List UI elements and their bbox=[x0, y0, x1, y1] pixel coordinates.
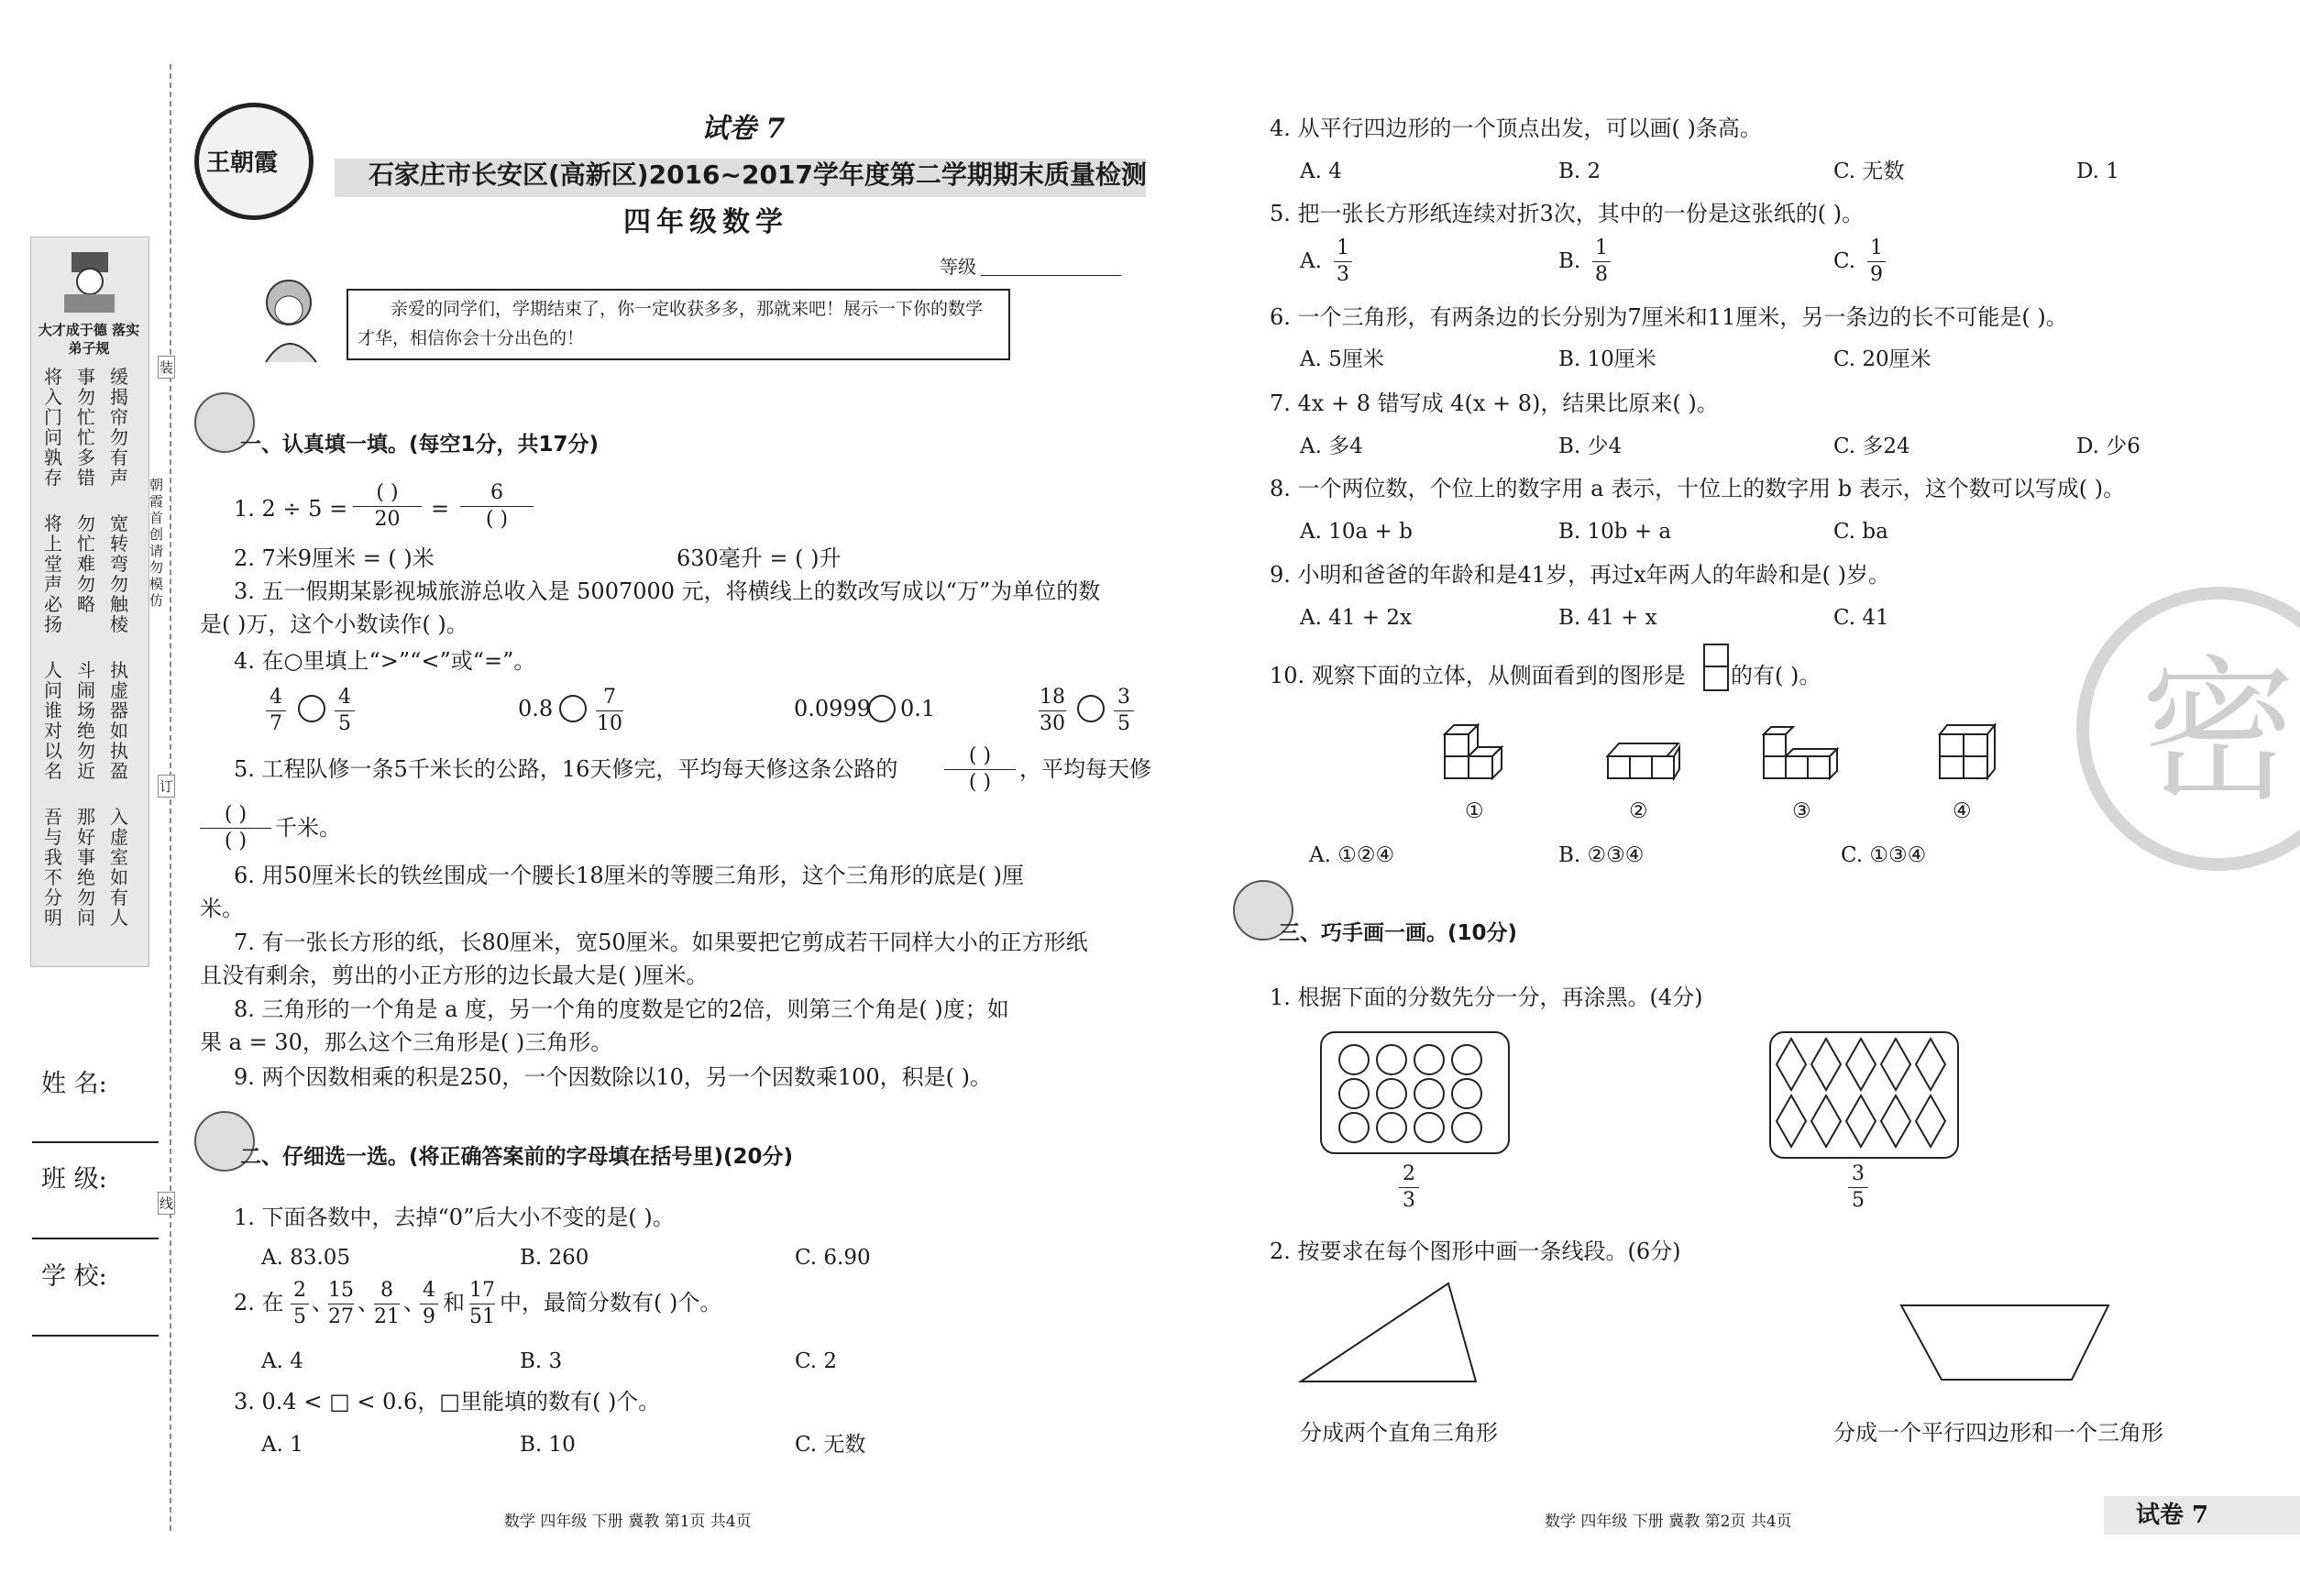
sidebar-column: 斗闹场绝勿近 bbox=[77, 659, 95, 782]
cube-figure-4 bbox=[1934, 720, 2003, 787]
cube-label-4: ④ bbox=[1953, 799, 1972, 823]
q1-3a: 3. 五一假期某影视城旅游总收入是 5007000 元，将横线上的数改写成以“万”为单位的数 bbox=[234, 578, 1101, 604]
girl-avatar bbox=[252, 275, 325, 367]
frac-den: 20 bbox=[374, 508, 401, 531]
q2-2-b: B. 3 bbox=[520, 1349, 563, 1373]
circle-shape[interactable] bbox=[1451, 1112, 1482, 1143]
q2-6-c: C. 20厘米 bbox=[1833, 347, 1931, 371]
frac-num: 4 bbox=[270, 686, 282, 709]
diamond-shape[interactable] bbox=[1881, 1095, 1910, 1147]
frac-den: 5 bbox=[338, 712, 351, 735]
q2-3: 3. 0.4 < □ < 0.6，□里能填的数有( )个。 bbox=[234, 1389, 661, 1414]
frac-num: 4 bbox=[338, 686, 351, 709]
circle-shape[interactable] bbox=[1338, 1044, 1370, 1075]
q1-4-v1: 0.8 bbox=[518, 696, 554, 721]
q2-5-a: A. bbox=[1300, 249, 1322, 273]
school-label: 学 校: bbox=[41, 1262, 107, 1291]
frac-bar bbox=[335, 710, 355, 711]
frac-den: 5 bbox=[1117, 712, 1130, 735]
q2-8-a: A. 10a + b bbox=[1300, 520, 1413, 544]
cube-label-1: ① bbox=[1465, 799, 1484, 823]
frac-bar bbox=[200, 828, 271, 829]
section3-heading: 三、巧手画一画。(10分) bbox=[1279, 921, 1518, 945]
frac-den: 51 bbox=[469, 1305, 495, 1328]
frac-num: 6 bbox=[490, 481, 503, 504]
circle-shape[interactable] bbox=[1451, 1044, 1482, 1075]
sidebar-column: 将入门问孰存 bbox=[44, 366, 62, 489]
q2-4-a: A. 4 bbox=[1300, 160, 1342, 183]
q1-4-f2 bbox=[335, 686, 355, 736]
frac-den: 3 bbox=[1337, 263, 1349, 286]
circle-shape[interactable] bbox=[1414, 1112, 1445, 1143]
q3-caption-1: 分成两个直角三角形 bbox=[1300, 1420, 1498, 1446]
compare-circle-1[interactable] bbox=[298, 695, 325, 722]
school-field[interactable] bbox=[32, 1335, 159, 1337]
diamond-shape[interactable] bbox=[1777, 1095, 1806, 1147]
exam-title: 石家庄市长安区(高新区)2016~2017学年度第二学期期末质量检测 bbox=[369, 160, 1147, 190]
frac-num: 1 bbox=[1870, 237, 1883, 259]
frac-bar bbox=[1399, 1187, 1419, 1188]
q2-2-sep2: 、 bbox=[358, 1290, 380, 1315]
q1-7a: 7. 有一张长方形的纸，长80厘米，宽50厘米。如果要把它剪成若干同样大小的正方形纸 bbox=[234, 930, 1088, 955]
diamond-shape[interactable] bbox=[1811, 1039, 1841, 1090]
frac-bar bbox=[1592, 261, 1611, 262]
frac-den: ( ) bbox=[485, 508, 509, 531]
q2-4: 4. 从平行四边形的一个顶点出发，可以画( )条高。 bbox=[1270, 116, 1762, 141]
cube-figure-3 bbox=[1758, 720, 1845, 787]
brand-logo bbox=[194, 103, 314, 220]
frac-den: 30 bbox=[1040, 712, 1065, 735]
circle-shape[interactable] bbox=[1338, 1078, 1370, 1109]
circle-shape[interactable] bbox=[1338, 1112, 1370, 1143]
sidebar-column: 执虚器如执盈 bbox=[110, 659, 128, 782]
frac-den: 9 bbox=[1870, 263, 1883, 286]
frac-den: 8 bbox=[1595, 263, 1608, 286]
q3-1: 1. 根据下面的分数先分一分，再涂黑。(4分) bbox=[1270, 985, 1703, 1010]
sidebar-column: 人问谁对以名 bbox=[44, 659, 62, 782]
q2-10a: 10. 观察下面的立体，从侧面看到的图形是 bbox=[1270, 663, 1686, 688]
frac-num: 3 bbox=[1117, 686, 1130, 709]
frac-bar bbox=[596, 710, 623, 711]
q1-9: 9. 两个因数相乘的积是250，一个因数除以10，另一个因数乘100，积是( )。 bbox=[234, 1064, 993, 1090]
frac-bar bbox=[266, 710, 286, 711]
frac-num: ( ) bbox=[376, 481, 399, 504]
diamonds-box[interactable] bbox=[1769, 1031, 1959, 1159]
q2-2-f5 bbox=[469, 1279, 495, 1329]
compare-circle-2[interactable] bbox=[559, 695, 587, 722]
q3-caption-2: 分成一个平行四边形和一个三角形 bbox=[1833, 1420, 2163, 1446]
grade-label: 等级 bbox=[940, 256, 976, 278]
cube-figure-1 bbox=[1439, 720, 1508, 787]
sidebar-column: 那好事绝勿问 bbox=[77, 806, 95, 929]
q2-7-a: A. 多4 bbox=[1300, 435, 1363, 458]
q2-2-c: C. 2 bbox=[795, 1349, 838, 1373]
q2-2-a: A. 4 bbox=[261, 1349, 303, 1373]
q2-7-c: C. 多24 bbox=[1833, 435, 1910, 458]
circles-box[interactable] bbox=[1320, 1031, 1510, 1154]
circle-shape[interactable] bbox=[1376, 1078, 1407, 1109]
q1-6b: 米。 bbox=[200, 896, 244, 921]
binding-mark-2: 订 bbox=[158, 775, 175, 798]
diamond-shape[interactable] bbox=[1916, 1039, 1945, 1090]
frac-den: 5 bbox=[1852, 1189, 1865, 1212]
name-label: 姓 名: bbox=[41, 1070, 107, 1098]
frac-num: 2 bbox=[1403, 1162, 1415, 1185]
diamond-shape[interactable] bbox=[1777, 1039, 1806, 1090]
cube-label-2: ② bbox=[1629, 799, 1648, 823]
section1-heading: 一、认真填一填。(每空1分，共17分) bbox=[240, 433, 600, 457]
q2-7: 7. 4x + 8 错写成 4(x + 8)，结果比原来( )。 bbox=[1270, 391, 1719, 416]
diamond-shape[interactable] bbox=[1846, 1095, 1876, 1147]
q2-2: 2. 在 bbox=[234, 1290, 284, 1315]
frac-num: 15 bbox=[328, 1279, 354, 1302]
q2-9-a: A. 41 + 2x bbox=[1300, 606, 1412, 630]
sidebar-column: 缓揭帘勿有声 bbox=[110, 366, 128, 489]
frac-den: ( ) bbox=[968, 771, 992, 794]
frac-num: 17 bbox=[469, 1279, 495, 1302]
frac-num: 8 bbox=[380, 1279, 393, 1302]
q2-9: 9. 小明和爸爸的年龄和是41岁，再过x年两人的年龄和是( )岁。 bbox=[1270, 562, 1890, 588]
circle-shape[interactable] bbox=[1414, 1078, 1445, 1109]
frac-num: ( ) bbox=[224, 803, 248, 826]
q2-6-a: A. 5厘米 bbox=[1300, 347, 1384, 371]
intro-box bbox=[347, 289, 1010, 360]
frac-bar bbox=[460, 506, 534, 507]
q2-2-f3 bbox=[374, 1279, 400, 1329]
q1-2b: 630毫升 = ( )升 bbox=[677, 545, 842, 571]
footer-left: 数学 四年级 下册 冀教 第1页 共4页 bbox=[504, 1513, 752, 1531]
q2-8-b: B. 10b + a bbox=[1558, 520, 1672, 544]
sidebar-column: 吾与我不分明 bbox=[44, 806, 62, 929]
q2-4-b: B. 2 bbox=[1558, 160, 1601, 183]
q2-4-d: D. 1 bbox=[2076, 160, 2119, 183]
q2-8-c: C. ba bbox=[1833, 520, 1888, 544]
sidebar-vertical-note bbox=[149, 477, 168, 609]
q1-2a: 2. 7米9厘米 = ( )米 bbox=[234, 545, 435, 571]
q1-8b: 果 a = 30，那么这个三角形是( )三角形。 bbox=[200, 1029, 613, 1055]
test-number: 试卷 7 bbox=[701, 113, 786, 145]
q2-2-f4 bbox=[420, 1279, 438, 1329]
q3-frac-2 bbox=[1848, 1162, 1868, 1213]
frac-den: 21 bbox=[374, 1305, 400, 1328]
q1-5a: 5. 工程队修一条5千米长的公路，16天修完，平均每天修这条公路的 bbox=[234, 756, 898, 782]
frac-num: 1 bbox=[1337, 237, 1349, 259]
q2-8: 8. 一个两位数，个位上的数字用 a 表示，十位上的数字用 b 表示，这个数可以写成( )。 bbox=[1270, 476, 2126, 501]
q1-4: 4. 在○里填上“>”“<”或“=”。 bbox=[234, 648, 536, 674]
circle-shape[interactable] bbox=[1414, 1044, 1445, 1075]
frac-num: 4 bbox=[423, 1279, 435, 1302]
q2-2-f2 bbox=[328, 1279, 354, 1329]
scholar-figure bbox=[55, 243, 124, 316]
trapezoid-shape[interactable] bbox=[1898, 1302, 2113, 1388]
frac-bar bbox=[1334, 261, 1352, 262]
q3-frac-1 bbox=[1399, 1162, 1419, 1213]
q2-5-fc bbox=[1867, 237, 1886, 287]
q2-5-fa bbox=[1334, 237, 1352, 287]
q2-10-c: C. ①③④ bbox=[1841, 843, 1927, 867]
frac-bar bbox=[1114, 710, 1134, 711]
binding-mark-1: 装 bbox=[158, 356, 175, 379]
frac-den: 7 bbox=[270, 712, 282, 735]
q1-5b: ，平均每天修 bbox=[1019, 756, 1151, 782]
cube-label-3: ③ bbox=[1792, 799, 1811, 823]
q3-2: 2. 按要求在每个图形中画一条线段。(6分) bbox=[1270, 1238, 1681, 1264]
frac-bar bbox=[1848, 1187, 1868, 1188]
q1-4-f5 bbox=[1114, 686, 1134, 736]
frac-den: 3 bbox=[1403, 1189, 1415, 1212]
q2-5-c: C. bbox=[1833, 249, 1856, 273]
frac-den: 10 bbox=[597, 712, 622, 735]
q2-2-tail: 中，最简分数有( )个。 bbox=[500, 1290, 722, 1315]
sidebar-motto: 大才成于德 落实弟子规 bbox=[38, 322, 140, 357]
q2-5-b: B. bbox=[1558, 249, 1581, 273]
q1-1-frac-b bbox=[460, 481, 534, 532]
q1-5c: 千米。 bbox=[275, 815, 341, 841]
q2-7-b: B. 少4 bbox=[1558, 435, 1623, 458]
q2-2-sep3: 、 bbox=[403, 1290, 425, 1315]
logo-text: 王朝霞 bbox=[206, 149, 279, 177]
stamp-text: 密 bbox=[2140, 642, 2296, 823]
q1-1: 1. 2 ÷ 5 = bbox=[234, 496, 348, 522]
q1-1-eq: = bbox=[431, 496, 450, 522]
diamond-shape[interactable] bbox=[1846, 1039, 1876, 1090]
frac-bar bbox=[944, 769, 1016, 770]
diamonds-grid bbox=[1771, 1033, 1957, 1157]
vertical-note-text: 朝霞首创 请勿模仿 bbox=[149, 477, 164, 609]
q2-9-b: B. 41 + x bbox=[1558, 606, 1657, 630]
frac-num: 18 bbox=[1040, 686, 1065, 709]
frac-bar bbox=[1867, 261, 1886, 262]
q2-3-a: A. 1 bbox=[261, 1433, 303, 1457]
binding-dashed-line bbox=[170, 64, 171, 1531]
frac-num: 2 bbox=[293, 1279, 306, 1302]
q1-5-frac-a bbox=[944, 744, 1016, 795]
q2-5-fb bbox=[1592, 237, 1611, 287]
circle-shape[interactable] bbox=[1376, 1044, 1407, 1075]
q2-10b: 的有( )。 bbox=[1731, 663, 1821, 688]
q1-4-f4 bbox=[1039, 686, 1066, 736]
frac-num: 1 bbox=[1595, 237, 1608, 259]
frac-num: 3 bbox=[1852, 1162, 1865, 1185]
q2-1: 1. 下面各数中，去掉“0”后大小不变的是( )。 bbox=[234, 1205, 675, 1230]
circle-shape[interactable] bbox=[1451, 1078, 1482, 1109]
q2-3-b: B. 10 bbox=[520, 1433, 576, 1457]
subject-title: 四年级数学 bbox=[623, 206, 788, 238]
frac-bar bbox=[1039, 710, 1066, 711]
q2-10-a: A. ①②④ bbox=[1309, 843, 1395, 867]
name-field[interactable] bbox=[32, 1141, 159, 1143]
frac-den: 27 bbox=[328, 1305, 354, 1328]
circle-shape[interactable] bbox=[1376, 1112, 1407, 1143]
q1-3b: 是( )万，这个小数读作( )。 bbox=[200, 611, 468, 637]
triangle-shape[interactable] bbox=[1297, 1279, 1480, 1388]
q1-1-frac-a bbox=[353, 481, 422, 532]
q1-6a: 6. 用50厘米长的铁丝围成一个腰长18厘米的等腰三角形，这个三角形的底是( )厘 bbox=[234, 863, 1024, 888]
q1-8a: 8. 三角形的一个角是 a 度，另一个角的度数是它的2倍，则第三个角是( )度；如 bbox=[234, 996, 1009, 1022]
q2-1-b: B. 260 bbox=[520, 1246, 589, 1270]
q2-7-d: D. 少6 bbox=[2076, 435, 2140, 458]
footer-right: 数学 四年级 下册 冀教 第2页 共4页 bbox=[1545, 1513, 1792, 1531]
circles-grid bbox=[1338, 1044, 1494, 1145]
binding-mark-3: 线 bbox=[158, 1192, 175, 1215]
frac-bar bbox=[353, 506, 422, 507]
q1-4-v3: 0.1 bbox=[900, 696, 936, 721]
sidebar-column: 宽转弯勿触棱 bbox=[110, 512, 128, 635]
q1-7b: 且没有剩余，剪出的小正方形的边长最大是( )厘米。 bbox=[200, 963, 709, 988]
q2-9-c: C. 41 bbox=[1833, 606, 1889, 630]
sidebar-column: 勿忙难勿略 bbox=[77, 512, 95, 615]
diamond-shape[interactable] bbox=[1916, 1095, 1945, 1147]
q1-4-v2: 0.0999 bbox=[794, 696, 871, 721]
side-view-divider bbox=[1705, 666, 1727, 667]
class-label: 班 级: bbox=[41, 1165, 107, 1194]
cube-figure-2 bbox=[1602, 720, 1680, 787]
q2-10-b: B. ②③④ bbox=[1558, 843, 1645, 867]
sidebar-column: 将上堂声必扬 bbox=[44, 512, 62, 635]
frac-den: 5 bbox=[293, 1305, 306, 1328]
side-view-icon bbox=[1703, 644, 1729, 691]
q2-5: 5. 把一张长方形纸连续对折3次，其中的一份是这张纸的( )。 bbox=[1270, 201, 1865, 226]
q2-2-and: 和 bbox=[443, 1290, 465, 1315]
frac-num: ( ) bbox=[968, 744, 992, 767]
secret-stamp bbox=[2076, 587, 2300, 871]
q2-2-f1 bbox=[291, 1279, 309, 1329]
diamond-shape[interactable] bbox=[1881, 1039, 1910, 1090]
intro-text: 亲爱的同学们，学期结束了，你一定收获多多，那就来吧！展示一下你的数学才华，相信你会十分出色的！ bbox=[358, 299, 984, 348]
q2-4-c: C. 无数 bbox=[1833, 160, 1905, 183]
sidebar-column: 事勿忙忙多错 bbox=[77, 366, 95, 489]
q2-6-b: B. 10厘米 bbox=[1558, 347, 1656, 371]
compare-circle-4[interactable] bbox=[1077, 695, 1105, 722]
grade-field[interactable] bbox=[981, 275, 1121, 276]
q2-1-a: A. 83.05 bbox=[261, 1246, 351, 1270]
q1-4-f3 bbox=[596, 686, 623, 736]
frac-den: 9 bbox=[423, 1305, 435, 1328]
compare-circle-3[interactable] bbox=[868, 695, 896, 722]
q1-5-frac-b bbox=[200, 803, 271, 853]
frac-den: ( ) bbox=[224, 830, 248, 853]
sidebar-column: 入虚室如有人 bbox=[110, 806, 128, 929]
footer-tag: 试卷 7 bbox=[2136, 1502, 2209, 1529]
sidebar-columns bbox=[44, 367, 145, 953]
q2-2-sep1: 、 bbox=[312, 1290, 334, 1315]
q1-4-f1 bbox=[266, 686, 286, 736]
frac-num: 7 bbox=[603, 686, 616, 709]
class-field[interactable] bbox=[32, 1238, 159, 1239]
q2-3-c: C. 无数 bbox=[795, 1433, 866, 1457]
q2-1-c: C. 6.90 bbox=[795, 1246, 871, 1270]
diamond-shape[interactable] bbox=[1811, 1095, 1841, 1147]
q2-6: 6. 一个三角形，有两条边的长分别为7厘米和11厘米，另一条边的长不可能是( )。 bbox=[1270, 304, 2068, 330]
section2-heading: 二、仔细选一选。(将正确答案前的字母填在括号里)(20分) bbox=[240, 1145, 794, 1169]
